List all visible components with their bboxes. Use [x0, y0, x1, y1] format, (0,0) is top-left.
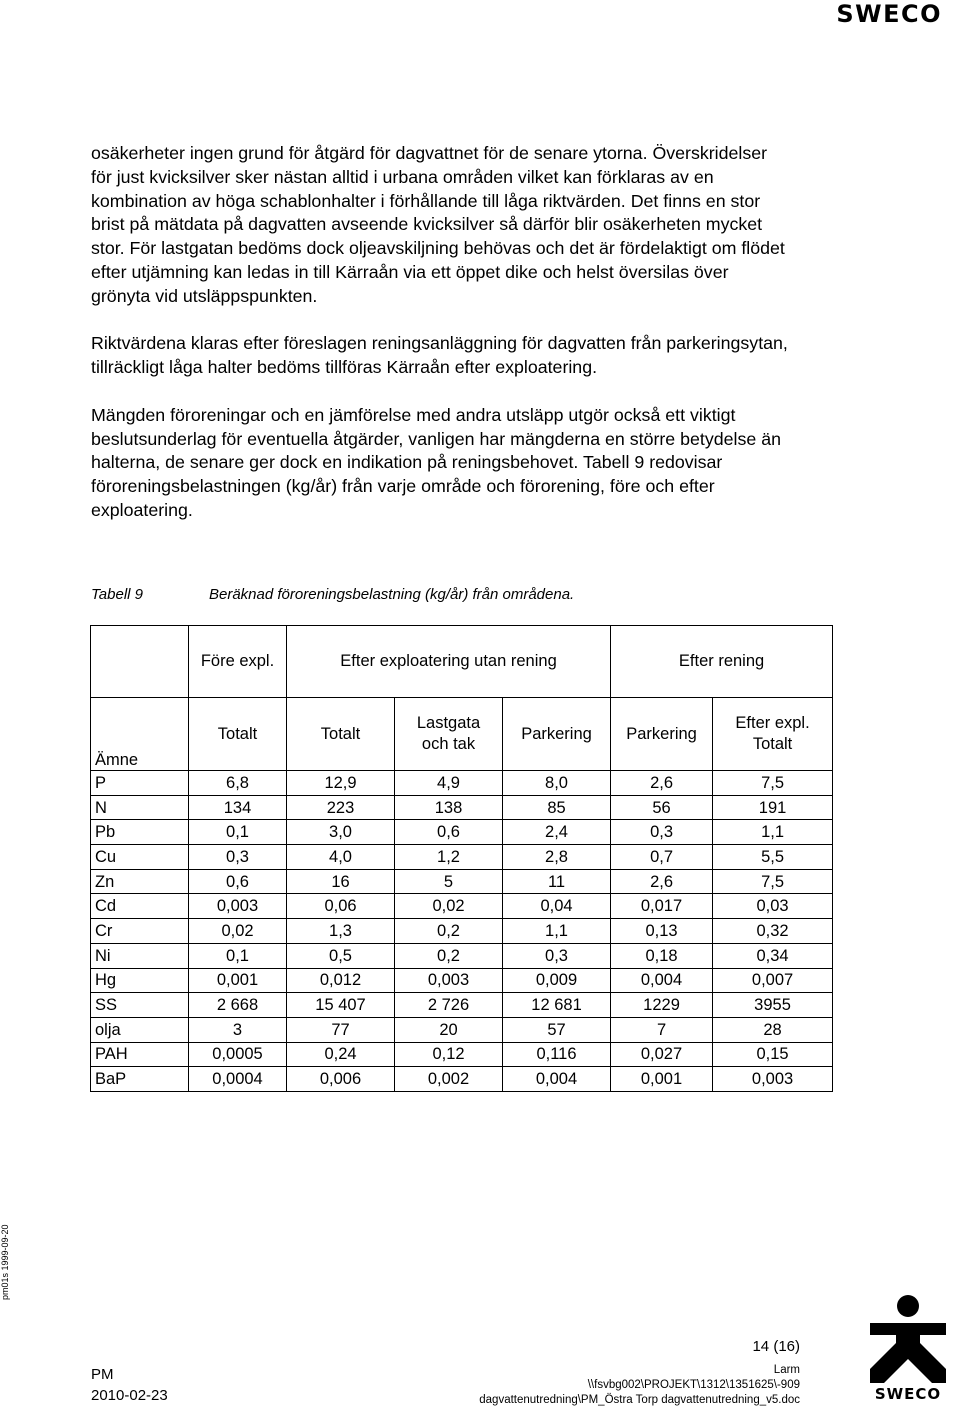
table-cell-value: 0,3 — [189, 845, 287, 870]
table-row — [91, 1017, 833, 1042]
table-cell-value: 0,017 — [611, 894, 713, 919]
table-cell-value: 1,2 — [395, 845, 503, 870]
side-code: pm01s 1999-09-20 — [0, 1224, 10, 1300]
table-cell-value: 0,2 — [395, 943, 503, 968]
table-cell-value: 0,03 — [713, 894, 833, 919]
table-cell-value: 0,003 — [713, 1067, 833, 1092]
table-caption-text: Beräknad föroreningsbelastning (kg/år) från områdena. — [209, 586, 575, 603]
footer-doc-type: PM — [91, 1366, 114, 1383]
table-cell-value: 7,5 — [713, 869, 833, 894]
table-cell-value: 0,04 — [503, 894, 611, 919]
table-cell-value: 56 — [611, 795, 713, 820]
table-cell-value: 0,027 — [611, 1042, 713, 1067]
table-cell-value: 0,3 — [503, 943, 611, 968]
column-header-substance: Ämne — [91, 698, 189, 771]
table-caption-number: Tabell 9 — [91, 586, 143, 603]
table-cell-value: 2,4 — [503, 820, 611, 845]
table-row — [91, 943, 833, 968]
column-header-fore-total: Totalt — [189, 698, 287, 771]
body-text — [91, 142, 791, 547]
table-cell-value: 2,8 — [503, 845, 611, 870]
footer-path-1: \\fsvbg002\PROJEKT\1312\1351625\-909 — [587, 1379, 800, 1391]
table-cell-substance: Pb — [91, 820, 189, 845]
table-cell-value: 5 — [395, 869, 503, 894]
table-cell-value: 134 — [189, 795, 287, 820]
page-number: 14 (16) — [752, 1338, 800, 1355]
table-cell-value: 0,32 — [713, 919, 833, 944]
column-header-efter-total: Totalt — [287, 698, 395, 771]
lastgata-line-1: Lastgata — [416, 714, 481, 732]
table-row — [91, 869, 833, 894]
table-row — [91, 795, 833, 820]
table-cell-value: 0,007 — [713, 968, 833, 993]
table-cell-value: 3955 — [713, 993, 833, 1018]
table-cell-substance: SS — [91, 993, 189, 1018]
table-cell-substance: PAH — [91, 1042, 189, 1067]
table-cell-value: 0,15 — [713, 1042, 833, 1067]
paragraph-3: Mängden föroreningar och en jämförelse med andra utsläpp utgör också ett viktigt beslutsunderlag för eventuella åtgärder, vanligen har mängderna en större betydelse än halterna, de senare ger dock en indikation på reningsbehovet. Tabell 9 redovisar föroreningsbelastningen (kg/år) från varje område och förorening, före och efter exploatering. — [91, 404, 781, 520]
table-cell-value: 223 — [287, 795, 395, 820]
table-cell-value: 3,0 — [287, 820, 395, 845]
table-row — [91, 993, 833, 1018]
table-cell-value: 5,5 — [713, 845, 833, 870]
table-column-header-row — [91, 698, 833, 771]
table-cell-value: 28 — [713, 1017, 833, 1042]
table-cell-substance: Hg — [91, 968, 189, 993]
table-cell-value: 0,1 — [189, 943, 287, 968]
table-cell-value: 11 — [503, 869, 611, 894]
table-cell-value: 1229 — [611, 993, 713, 1018]
group-header-efter-utan-rening: Efter exploatering utan rening — [287, 626, 611, 698]
sweco-logo: SWECO — [836, 0, 942, 28]
table-cell-value: 0,001 — [189, 968, 287, 993]
lastgata-line-2: och tak — [421, 735, 476, 753]
table-cell-value: 2,6 — [611, 771, 713, 796]
table-cell-value: 12,9 — [287, 771, 395, 796]
table-cell-value: 1,1 — [503, 919, 611, 944]
table-cell-value: 6,8 — [189, 771, 287, 796]
sweco-footer-logo-text: SWECO — [874, 1385, 942, 1403]
table-cell-value: 0,7 — [611, 845, 713, 870]
table-cell-value: 7,5 — [713, 771, 833, 796]
table-group-header-row — [91, 626, 833, 698]
table-cell-value: 1,1 — [713, 820, 833, 845]
table-cell-value: 20 — [395, 1017, 503, 1042]
footer-left — [91, 1364, 168, 1406]
table-cell-value: 0,06 — [287, 894, 395, 919]
table-cell-value: 0,004 — [611, 968, 713, 993]
table-cell-substance: BaP — [91, 1067, 189, 1092]
table-cell-substance: olja — [91, 1017, 189, 1042]
table-cell-value: 191 — [713, 795, 833, 820]
column-header-lastgata — [395, 698, 503, 771]
efter-expl-line-2: Totalt — [752, 735, 793, 753]
paragraph-1: osäkerheter ingen grund för åtgärd för dagvattnet för de senare ytorna. Överskridelser för just kvicksilver sker nästan alltid i urbana områden vilket kan förklaras av en kombination av höga schablonhalter i förhållande till låga riktvärden. Det finns en stor brist på mätdata på dagvatten avseende kvicksilver så därför blir osäkerheten mycket stor. För lastgatan bedöms dock oljeavskiljning behövas och det är fördelaktigt om flödet efter utjämning kan ledas in till Kärraån via ett öppet dike och helst översilas över grönyta vid utsläppspunkten. — [91, 143, 785, 306]
table-cell-value: 0,18 — [611, 943, 713, 968]
table-cell-value: 0,34 — [713, 943, 833, 968]
table-cell-value: 4,0 — [287, 845, 395, 870]
table-row — [91, 968, 833, 993]
table-cell-value: 0,006 — [287, 1067, 395, 1092]
sweco-figure-icon — [866, 1293, 950, 1385]
table-cell-value: 4,9 — [395, 771, 503, 796]
table-cell-value: 85 — [503, 795, 611, 820]
table-cell-value: 15 407 — [287, 993, 395, 1018]
table-cell-substance: Cu — [91, 845, 189, 870]
table-cell-value: 0,009 — [503, 968, 611, 993]
table-cell-value: 0,0005 — [189, 1042, 287, 1067]
table-cell-value: 77 — [287, 1017, 395, 1042]
table-row — [91, 1067, 833, 1092]
table-cell-value: 0,001 — [611, 1067, 713, 1092]
table-row — [91, 845, 833, 870]
table-cell-value: 2 726 — [395, 993, 503, 1018]
table-row — [91, 771, 833, 796]
table-cell-value: 0,02 — [189, 919, 287, 944]
table-cell-value: 12 681 — [503, 993, 611, 1018]
table-row — [91, 820, 833, 845]
table-cell-value: 0,0004 — [189, 1067, 287, 1092]
paragraph-2: Riktvärdena klaras efter föreslagen reningsanläggning för dagvatten från parkeringsytan, tillräckligt låga halter bedöms tillföras Kärraån efter exploatering. — [91, 333, 788, 378]
table-cell-value: 0,3 — [611, 820, 713, 845]
group-header-efter-rening: Efter rening — [611, 626, 833, 698]
table-cell-value: 2 668 — [189, 993, 287, 1018]
table-cell-substance: Zn — [91, 869, 189, 894]
column-header-efter-expl-total — [713, 698, 833, 771]
sweco-footer-logo — [866, 1293, 950, 1403]
table-caption — [91, 586, 574, 603]
table-cell-value: 0,24 — [287, 1042, 395, 1067]
table-cell-value: 0,1 — [189, 820, 287, 845]
table-cell-substance: P — [91, 771, 189, 796]
table-cell-value: 8,0 — [503, 771, 611, 796]
table-cell-value: 0,002 — [395, 1067, 503, 1092]
table-cell-value: 57 — [503, 1017, 611, 1042]
table-cell-substance: Ni — [91, 943, 189, 968]
footer-path-2: dagvattenutredning\PM_Östra Torp dagvattenutredning_v5.doc — [479, 1394, 800, 1406]
table-cell-substance: N — [91, 795, 189, 820]
table-cell-value: 0,02 — [395, 894, 503, 919]
table-cell-value: 2,6 — [611, 869, 713, 894]
table-cell-value: 1,3 — [287, 919, 395, 944]
table-cell-value: 0,6 — [395, 820, 503, 845]
table-cell-value: 16 — [287, 869, 395, 894]
table-corner-cell — [91, 626, 189, 698]
table-cell-value: 138 — [395, 795, 503, 820]
table-cell-value: 0,6 — [189, 869, 287, 894]
table-body — [91, 771, 833, 1092]
table-cell-value: 0,004 — [503, 1067, 611, 1092]
table-cell-substance: Cd — [91, 894, 189, 919]
footer-right — [479, 1337, 800, 1408]
table-row — [91, 894, 833, 919]
pollution-load-table — [90, 625, 833, 1092]
table-row — [91, 919, 833, 944]
table-cell-value: 0,003 — [189, 894, 287, 919]
table-cell-value: 0,003 — [395, 968, 503, 993]
table-cell-value: 0,012 — [287, 968, 395, 993]
table-cell-substance: Cr — [91, 919, 189, 944]
table-cell-value: 0,2 — [395, 919, 503, 944]
table-cell-value: 0,116 — [503, 1042, 611, 1067]
group-header-fore: Före expl. — [189, 626, 287, 698]
column-header-parkering-1: Parkering — [503, 698, 611, 771]
footer-date: 2010-02-23 — [91, 1387, 168, 1404]
table-cell-value: 7 — [611, 1017, 713, 1042]
table-cell-value: 3 — [189, 1017, 287, 1042]
column-header-parkering-2: Parkering — [611, 698, 713, 771]
table-row — [91, 1042, 833, 1067]
efter-expl-line-1: Efter expl. — [735, 714, 810, 732]
table-cell-value: 0,5 — [287, 943, 395, 968]
table-cell-value: 0,12 — [395, 1042, 503, 1067]
table-cell-value: 0,13 — [611, 919, 713, 944]
footer-status: Larm — [773, 1364, 800, 1376]
